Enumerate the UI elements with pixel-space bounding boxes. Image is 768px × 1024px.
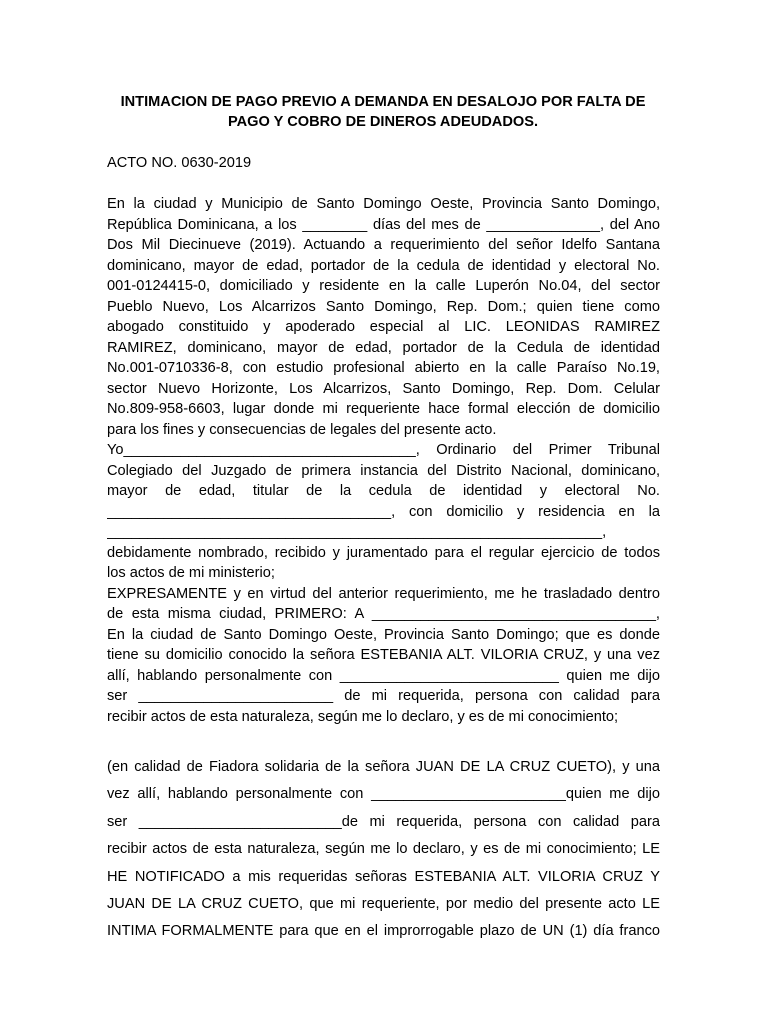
text-line: _____________________________________________________________, [107, 524, 607, 540]
text-line: JUAN DE LA CRUZ CUETO, que mi requeriente, por medio del presente acto LE [107, 896, 660, 913]
text-line: EXPRESAMENTE y en virtud del anterior requerimiento, me he trasladado dentro [107, 585, 660, 602]
text-line: República Dominicana, a los ________ días del mes de ______________, del Ano [107, 216, 660, 233]
title-line-1: INTIMACION DE PAGO PREVIO A DEMANDA EN DESALOJO POR FALTA DE [120, 94, 646, 110]
text-line: sector Nuevo Horizonte, Los Alcarrizos, Santo Domingo, Rep. Dom. Celular [107, 380, 660, 397]
text-line: allí, hablando personalmente con ___________________________ quien me dijo [107, 667, 660, 684]
text-line: ser ________________________ de mi requerida, persona con calidad para [107, 688, 660, 704]
text-line: vez allí, hablando personalmente con ________________________quien me dijo [107, 786, 660, 803]
text-line: para los fines y consecuencias de legales del presente acto. [107, 421, 497, 438]
text-line: (en calidad de Fiadora solidaria de la señora JUAN DE LA CRUZ CUETO), y una [107, 759, 660, 775]
text-line: No.001-0710336-8, con estudio profesional abierto en la calle Paraíso No.19, [107, 360, 660, 376]
body-paragraph-2 [107, 754, 660, 946]
text-line: HE NOTIFICADO a mis requeridas señoras ESTEBANIA ALT. VILORIA CRUZ Y [107, 868, 660, 885]
text-line: RAMIREZ, dominicano, mayor de edad, portador de la Cedula de identidad [107, 339, 660, 356]
text-line: recibir actos de esta naturaleza, según me lo declaro, y es de mi conocimiento; LE [107, 841, 660, 858]
text-line: Yo____________________________________, Ordinario del Primer Tribunal [107, 442, 660, 458]
text-line: dominicano, mayor de edad, portador de la cedula de identidad y electoral No. [107, 257, 660, 274]
text-line: de esta misma ciudad, PRIMERO: A ___________________________________, [107, 606, 660, 622]
text-line: ser _________________________de mi requerida, persona con calidad para [107, 813, 660, 830]
text-line: INTIMA FORMALMENTE para que en el improrrogable plazo de UN (1) día franco [107, 923, 660, 940]
acto-number: ACTO NO. 0630-2019 [107, 155, 252, 171]
text-line: los actos de mi ministerio; [107, 565, 275, 581]
text-line: recibir actos de esta naturaleza, según me lo declaro, y es de mi conocimiento; [107, 708, 619, 725]
text-line: Pueblo Nuevo, Los Alcarrizos Santo Domingo, Rep. Dom.; quien tiene como [107, 298, 660, 315]
title-line-2: PAGO Y COBRO DE DINEROS ADEUDADOS. [227, 114, 539, 130]
text-line: mayor de edad, titular de la cedula de identidad y electoral No. [107, 483, 660, 499]
document-title [100, 92, 666, 132]
text-line: abogado constituido y apoderado especial al LIC. LEONIDAS RAMIREZ [107, 319, 660, 335]
text-line: Colegiado del Juzgado de primera instancia del Distrito Nacional, dominicano, [107, 462, 660, 479]
text-line: debidamente nombrado, recibido y juramentado para el regular ejercicio de todos [107, 544, 660, 561]
text-line: No.809-958-6603, lugar donde mi requeriente hace formal elección de domicilio [107, 401, 660, 417]
text-line: tiene su domicilio conocido la señora ESTEBANIA ALT. VILORIA CRUZ, y una vez [107, 647, 660, 663]
text-line: ___________________________________, con domicilio y residencia en la [107, 503, 660, 520]
text-line: En la ciudad de Santo Domingo Oeste, Provincia Santo Domingo; que es donde [107, 626, 660, 643]
text-line: En la ciudad y Municipio de Santo Domingo Oeste, Provincia Santo Domingo, [107, 196, 660, 212]
body-paragraph-1 [107, 194, 660, 727]
text-line: Dos Mil Diecinueve (2019). Actuando a requerimiento del señor Idelfo Santana [107, 237, 660, 253]
text-line: 001-0124415-0, domiciliado y residente en la calle Luperón No.04, del sector [107, 278, 660, 294]
